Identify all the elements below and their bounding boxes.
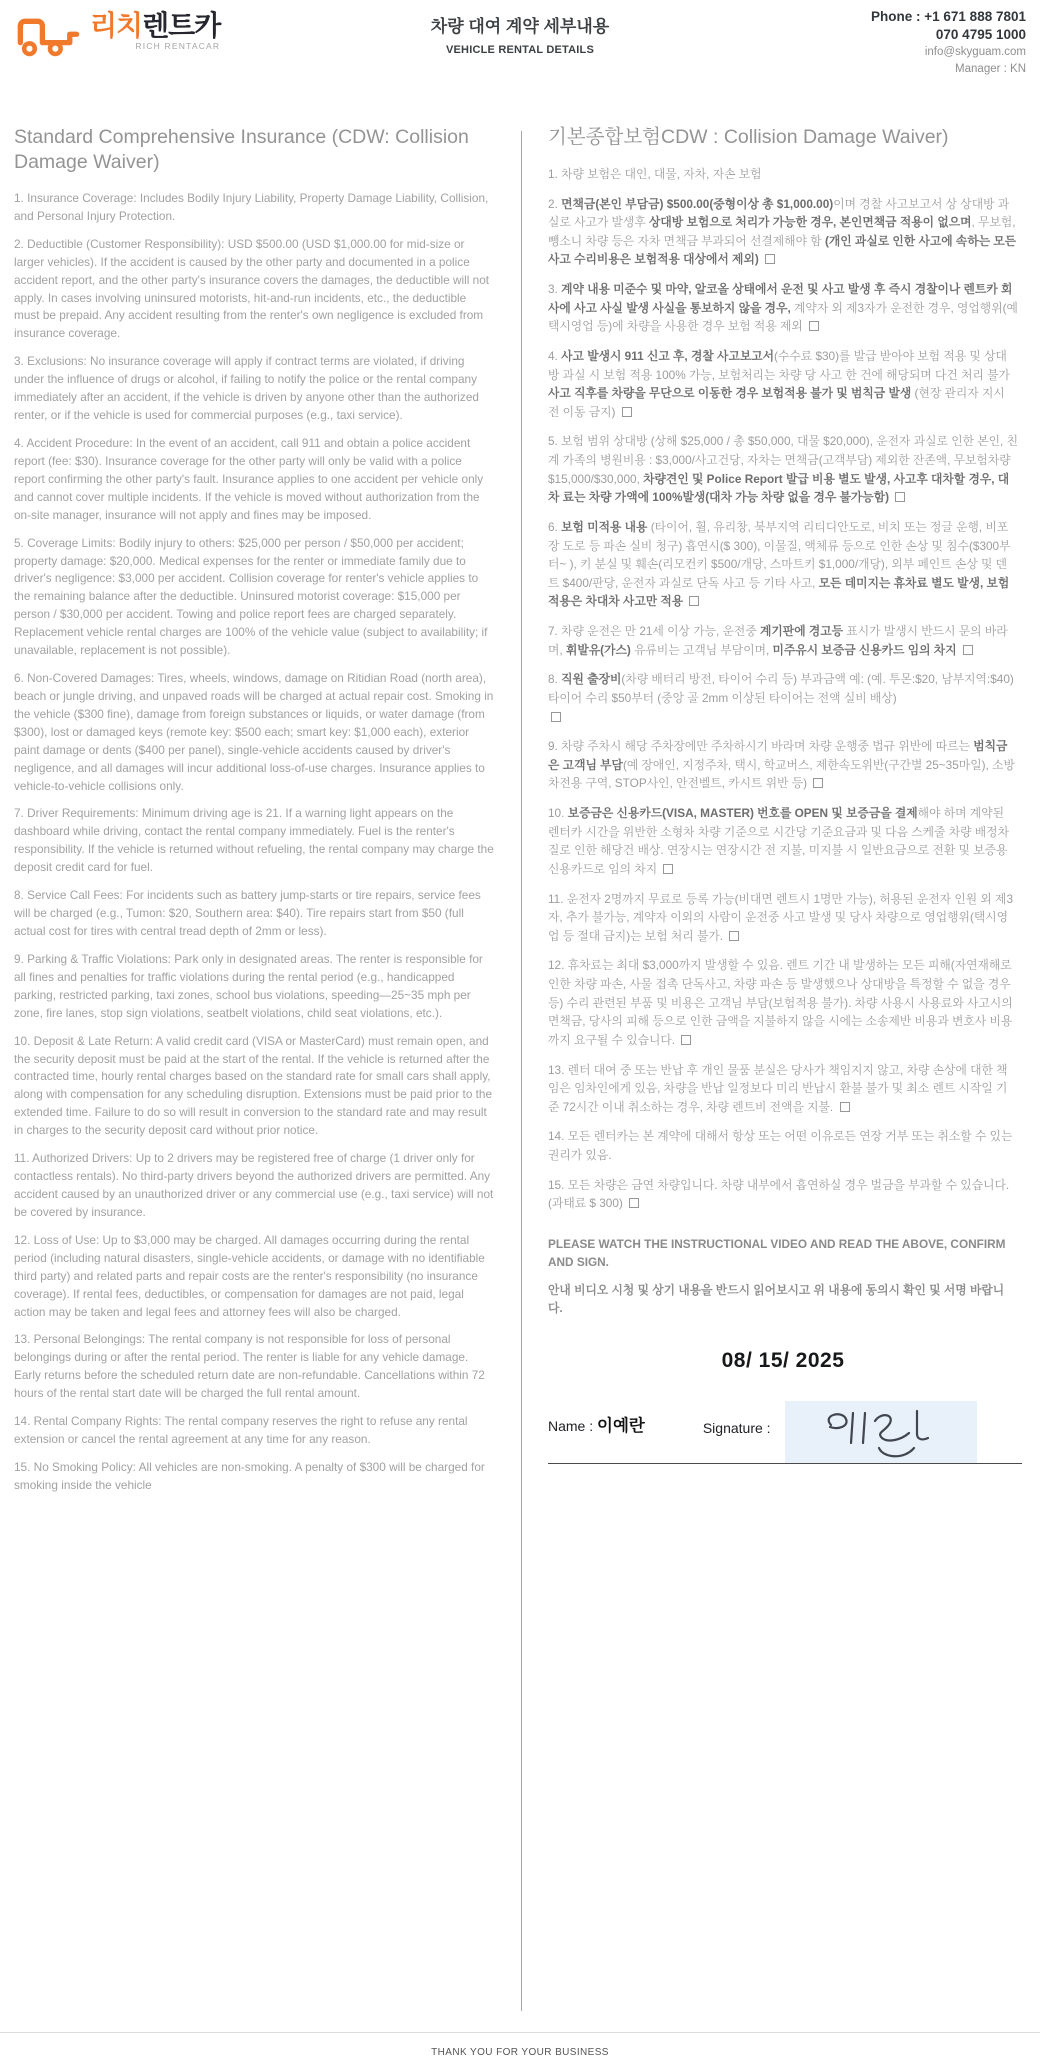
policy-paragraph-kr (548, 956, 1018, 1049)
contact-email: info@skyguam.com (924, 46, 1026, 59)
agreement-checkbox[interactable] (963, 645, 973, 655)
body-text: 11. 운전자 2명까지 무료로 등록 가능(비대면 렌트시 1명만 가능), 허용된 운전자 인원 외 제3자, 추가 불가능, 계약자 이외의 사람이 운전중 사고 발생 및 당사 차량으로 영업행위(택시영업 등 절대 금지)는 보험 처리 불가. (548, 891, 1014, 943)
footer-divider (0, 2032, 1040, 2033)
body-text: (예 장애인, 지정주차, 택시, 학교버스, 제한속도위반(구간별 25~35마일), 소방차전용 구역, STOP사인, 안전벨트, 카시트 위반 등) (548, 757, 1015, 791)
policy-paragraph-en: 4. Accident Procedure: In the event of an accident, call 911 and obtain a police accident report (fee: $30). Insurance coverage for the other party will only be valid with a police report confirming the other party's fault. Insurance applies to one accident per vehicle only and cannot cover multiple incidents. If the vehicle is moved without authorization from the on-site manager, insurance will not apply and fines may be imposed. (14, 435, 484, 522)
emphasis-text: 모든 데미지는 휴차료 별도 발생, 보험적용은 차대차 사고만 적용 (548, 575, 1010, 609)
logo-text-kr-orange: 리치 (90, 10, 143, 41)
korean-section-title: 기본종합보험CDW : Collision Damage Waiver) (548, 126, 949, 148)
agreement-checkbox[interactable] (809, 321, 819, 331)
signature-row (548, 1401, 1022, 1464)
agreement-checkbox[interactable] (663, 864, 673, 874)
emphasis-text: (개인 과실로 인한 사고에 속하는 모든 사고 수리비용은 보험적용 대상에서 제외) (548, 233, 1017, 267)
policy-paragraph-en: 14. Rental Company Rights: The rental company reserves the right to refuse any rental extension or cancel the rental agreement at any time for any reason. (14, 1414, 468, 1447)
agreement-checkbox[interactable] (622, 407, 632, 417)
name-label: Name : (548, 1418, 594, 1435)
signature-label: Signature : (702, 1420, 771, 1437)
body-text: (타이어, 휠, 유리창, 북부지역 리티디안도로, 비치 또는 정글 운행, 비포장 도로 등 파손 실비 청구) 흡연시($ 300), 이물질, 액체류 등으로 인한 손상 및 침수($300부터~ ), 키 분실 및 훼손(리모컨키 $500/개당, 스마트키 $1,000/개당), 외부 페인트 손상 및 덴트 $400/판당, 운전자 과실로 단독 사고 등 기타 사고, (548, 519, 1011, 590)
emphasis-text: 직원 출장비 (561, 672, 622, 687)
agreement-checkbox[interactable] (895, 492, 905, 502)
policy-paragraph-kr (548, 1061, 1018, 1117)
policy-paragraph-kr (548, 195, 1018, 270)
logo-text-kr-dark: 렌트카 (142, 10, 221, 41)
body-text: (차량 배터리 방전, 타이어 수리 등) 부과금액 예: (예. 투몬:$20, 남부지역:$40) 타이어 수리 $50부터 (중앙 골 2mm 이상된 타이어는 전액 실비 배상) (548, 672, 1014, 705)
body-text: 계약자 외 제3자가 운전한 경우, 영업행위(예 택시영업 등)에 차량을 사용한 경우 보험 적용 제외 (548, 300, 1018, 334)
body-text: , 무보험, 뺑소니 차량 등은 자차 면책금 부과되어 선결제해야 함 (548, 215, 1016, 248)
body-text (683, 594, 686, 608)
right-column-items (548, 165, 1018, 1213)
policy-paragraph-en: 7. Driver Requirements: Minimum driving age is 21. If a warning light appears on the dashboard while driving, contact the rental company immediately. Fuel is the renter's responsibility. If the vehicle is returned without refueling, the rental company may charge the deposit credit card for fuel. (14, 806, 494, 875)
agreement-checkbox[interactable] (729, 931, 739, 941)
body-text: 14. 모든 렌터카는 본 계약에 대해서 항상 또는 어떤 이유로든 연장 거부 또는 취소할 수 있는 권리가 있음. (548, 1129, 1013, 1163)
footer-thank-you: THANK YOU FOR YOUR BUSINESS (431, 2047, 609, 2058)
contact-phone-1: Phone : +1 671 888 7801 (871, 9, 1026, 24)
contact-manager: Manager : KN (955, 63, 1026, 76)
left-column-items (14, 190, 494, 1495)
policy-paragraph-en: 11. Authorized Drivers: Up to 2 drivers may be registered free of charge (1 driver only for contactless rentals). No third-party drivers beyond the authorized drivers are permitted. Any accident caused by an unauthorized driver or any commercial use (e.g., taxi service) will not be covered by insurance. (14, 1151, 494, 1219)
policy-paragraph-en: 1. Insurance Coverage: Includes Bodily Injury Liability, Property Damage Liability, Collision, and Personal Injury Protection. (14, 190, 489, 223)
policy-paragraph-kr (548, 622, 1018, 659)
content (0, 78, 1040, 2011)
page-title-kr: 차량 대여 계약 세부내용 (430, 17, 610, 36)
contact-block (871, 8, 1026, 78)
policy-paragraph-en: 13. Personal Belongings: The rental company is not responsible for loss of personal belongings during or after the rental period. The renter is liable for any vehicle damage. Early returns before the scheduled return date are non-refundable. Cancellations within 72 hours of the rental start date will be charged the full rental amount. (14, 1332, 485, 1401)
english-section-title: Standard Comprehensive Insurance (CDW: Collision Damage Waiver) (14, 126, 469, 173)
policy-paragraph-en: 6. Non-Covered Damages: Tires, wheels, windows, damage on Ritidian Road (north area), beach or jungle driving, and unpaved roads will be charged at actual repair cost. Smoking in the vehicle ($300 fine), damage from foreign substances or liquids, or water damage (from $300), lost or damaged keys (remote key: $500 each; smart key: $1,000 each), exterior paint damage or dents ($400 per panel), single-vehicle accidents caused by driver's negligence, and all damages will incur additional loss-of-use charges. Insurance applies to vehicle-to-vehicle collisions only. (14, 671, 494, 793)
body-text: 유류비는 고객님 부담이며, (630, 642, 773, 657)
body-text: 6. (548, 519, 562, 534)
body-text (957, 643, 960, 657)
body-text: (현장 관리자 지시 전 이동 금지) (548, 386, 1005, 419)
korean-terms-column (548, 125, 1018, 1464)
agreement-checkbox[interactable] (765, 254, 775, 264)
policy-paragraph-kr (548, 280, 1018, 336)
emphasis-text: 계약 내용 미준수 및 마약, 알코올 상태에서 운전 및 사고 발생 후 즉시 경찰이나 렌트카 회사에 사고 사실 발생 사실을 통보하지 않을 경우, (548, 282, 1013, 315)
contact-phone-2: 070 4795 1000 (935, 27, 1026, 43)
page-title-en: VEHICLE RENTAL DETAILS (445, 44, 595, 56)
body-text: 해야 하며 계약된 렌터카 시간을 위반한 소형차 차량 기준으로 시간당 기준요금과 및 다음 스케줄 차량 배정차질로 인한 해당건 배상. 연장시는 연장시간 전 지불, 미지불 시 일반요금으로 전환 및 보증용 신용카드로 임의 차지 (548, 806, 1009, 876)
policy-paragraph-kr (548, 1127, 1018, 1164)
signature-scribble (785, 1401, 977, 1463)
policy-paragraph-en: 10. Deposit & Late Return: A valid credit card (VISA or MasterCard) must remain open, and the security deposit must be paid at the start of the rental. If the vehicle is returned after the contracted time, hourly rental charges based on the standard rate for small cars shall apply, along with compensation for any scheduling disruption. Extensions must be paid prior to the extended time. Failure to do so will result in conversion to the standard rate and may result in charges to the security deposit card without prior notice. (14, 1033, 493, 1138)
body-text: 15. 모든 차량은 금연 차량입니다. 차량 내부에서 흡연하실 경우 벌금을 부과할 수 있습니다. (과태료 $ 300) (548, 1177, 1010, 1211)
policy-paragraph-en: 15. No Smoking Policy: All vehicles are non-smoking. A penalty of $300 will be charged for smoking inside the vehicle (14, 1459, 485, 1492)
name-value: 이예란 (597, 1417, 645, 1436)
policy-paragraph-en: 9. Parking & Traffic Violations: Park only in designated areas. The renter is responsible for all fines and penalties for traffic violations during the rental period (e.g., handicapped parking, restricted parking, taxi zones, school bus violations, speeding—25~35 mph per zone, fire lanes, stop sign violations, seatbelt violations, child seat violations, etc.). (14, 951, 483, 1020)
body-text: 10. (548, 806, 568, 821)
emphasis-text: 계기판에 경고등 (760, 624, 844, 639)
body-text: 4. (548, 348, 562, 363)
policy-paragraph-en: 3. Exclusions: No insurance coverage will apply if contract terms are violated, if driving under the influence of drugs or alcohol, if failing to notify the police or the rental company immediately after an accident, if the vehicle is driven by anyone other than the authorized renter, or if the vehicle is used for commercial purposes (e.g., taxi service). (14, 354, 479, 423)
policy-paragraph-kr (548, 518, 1018, 611)
logo-subtitle: RICH RENTACAR (135, 41, 221, 51)
policy-paragraph-kr (548, 737, 1018, 793)
body-text (889, 490, 892, 504)
body-text: (수수료 $30)를 발급 받아야 보험 적용 및 상대방 과실 시 보험 적용 100% 가능, 보험처리는 차량 당 사고 한 건에 해당되며 다건 처리 불가 (548, 348, 1010, 382)
body-text: 이며 경찰 사고보고서 상 상대방 과실로 사고가 발생후 (548, 196, 1010, 230)
policy-paragraph-kr (548, 804, 1018, 879)
agreement-checkbox[interactable] (840, 1102, 850, 1112)
emphasis-text: 보증금은 신용카드(VISA, MASTER) 번호를 OPEN 및 보증금을 결제 (567, 806, 918, 821)
agreement-checkbox[interactable] (629, 1198, 639, 1208)
policy-paragraph-kr (548, 890, 1018, 946)
policy-paragraph-en: 12. Loss of Use: Up to $3,000 may be charged. All damages occurring during the rental period (including natural disasters, single-vehicle accidents, or damage with no identifiable third party) and related parts and repair costs are the renter's responsibility (no insurance coverage). If rental fees, deductibles, or compensation for damages are not paid, legal action may be taken and legal fees and attorney fees will also be charged. (14, 1232, 485, 1319)
agreement-checkbox[interactable] (689, 596, 699, 606)
policy-paragraph-kr (548, 1176, 1018, 1213)
body-text: 5. 보험 범위 상대방 (상해 $25,000 / 총 $50,000, 대물 $20,000), 운전자 과실로 인한 본인, 친계 가족의 병원비용 : $3,000/사고건당, 자차는 면책금(고객부담) 제외한 잔존액, 무보험차량 $15,000/$30,000, (548, 434, 1019, 486)
emphasis-text: 보험 미적용 내용 (561, 519, 648, 534)
agreement-checkbox[interactable] (813, 778, 823, 788)
policy-paragraph-en: 5. Coverage Limits: Bodily injury to others: $25,000 per person / $50,000 per accident; property damage: $20,000. Medical expenses for the renter or immediate family due to driver's negligence: $3,000 per accident. Collision coverage for renter's vehicle applies to the remaining balance after the deductible. Uninsured motorist coverage: $15,000 per person / $30,000 per accident. Towing and police report fees are charged separately. Replacement vehicle rental charges are 100% of the vehicle value (subject to availability; if unavailable, replacement is not possible). (14, 535, 488, 658)
policy-paragraph-en: 2. Deductible (Customer Responsibility): USD $500.00 (USD $1,000.00 for mid-size or larger vehicles). If the accident is caused by the other party and documented in a police accident report, and the other party's insurance covers the damages, the deductible will not apply. In cases involving uninsured motorists, hit-and-run incidents, etc., the deductible must be prepaid. Any accident resulting from the renter's own negligence is excluded from insurance coverage. (14, 236, 490, 341)
contract-date: 08/ 15/ 2025 (721, 1349, 845, 1373)
body-text: 3. (548, 282, 562, 297)
emphasis-text: 휘발유(가스) (565, 642, 631, 657)
name-field (548, 1412, 645, 1463)
signature-box[interactable] (785, 1401, 977, 1463)
policy-paragraph-kr (548, 165, 1018, 184)
body-text: 12. 휴차료는 최대 $3,000까지 발생할 수 있음. 렌트 기간 내 발생하는 모든 피해(자연재해로 인한 차량 파손, 사물 접촉 단독사고, 차량 파손 등 발생했으나 상대방을 특정할 수 없을 경우 등) 수리 관련된 부품 및 비용은 고객님 부담(보험적용 불가). 차량 사용시 사용료와 사고시의 면책금, 당사의 피해 등으로 인한 금액을 지불하지 않을 시에는 소송제반 비용과 변호사 비용까지 요구될 수 있습니다. (548, 958, 1013, 1047)
agreement-checkbox[interactable] (681, 1035, 691, 1045)
agreement-checkbox[interactable] (551, 712, 561, 722)
emphasis-text: 사고 발생시 911 신고 후, 경찰 사고보고서 (561, 348, 775, 363)
column-divider (521, 131, 522, 2011)
emphasis-text: 면책금(본인 부담금) $500.00(중형이상 총 $1,000.00) (561, 196, 834, 211)
header (0, 0, 1040, 78)
body-text: 1. 차량 보험은 대인, 대물, 자차, 자손 보험 (548, 166, 762, 181)
emphasis-text: 상대방 보험으로 처리가 가능한 경우, 본인면책금 적용이 없으며 (649, 215, 972, 230)
body-text: 13. 렌터 대여 중 또는 반납 후 개인 물품 분실은 당사가 책임지지 않고, 차량 손상에 대한 책임은 임차인에게 있음, 차량을 반납 일정보다 미리 반납시 환불 불가 및 최소 렌트 시작일 기준 72시간 이내 취소하는 경우, 차량 렌트비 전액을 지불. (548, 1062, 1008, 1114)
body-text: 2. (548, 196, 562, 211)
body-text: 8. (548, 672, 562, 687)
policy-paragraph-kr (548, 432, 1018, 507)
policy-paragraph-kr (548, 347, 1018, 422)
body-text: 7. 차량 운전은 만 21세 이상 가능, 운전중 (548, 624, 761, 639)
emphasis-text: 범칙금은 고객님 부담 (548, 739, 1008, 772)
confirm-instruction-en: PLEASE WATCH THE INSTRUCTIONAL VIDEO AND READ THE ABOVE, CONFIRM AND SIGN. (548, 1236, 1006, 1270)
confirm-instruction-kr: 안내 비디오 시청 및 상기 내용을 반드시 읽어보시고 위 내용에 동의시 확인 및 서명 바랍니다. (548, 1282, 1005, 1315)
body-text: 표시가 발생시 반드시 문의 바라며, (548, 624, 1008, 657)
body-text (759, 252, 762, 266)
policy-paragraph-en: 8. Service Call Fees: For incidents such as battery jump-starts or tire repairs, service fees will be charged (e.g., Tumon: $20, Southern area: $40). Tire repairs start from $50 (full actual cost for tires with central tread depth of 2mm or less). (14, 888, 481, 939)
emphasis-text: 차량견인 및 Police Report 발급 비용 별도 발생, 사고후 대차할 경우, 대차 료는 차량 가액에 100%발생(대차 가능 차량 없을 경우 불가능함) (548, 471, 1010, 505)
policy-paragraph-kr (548, 670, 1018, 726)
emphasis-text: 미주유시 보증금 신용카드 임의 차지 (772, 642, 957, 657)
emphasis-text: 사고 직후를 차량을 무단으로 이동한 경우 보험적용 불가 및 범칙금 발생 (548, 386, 912, 401)
body-text: 9. 차량 주차시 해당 주차장에만 주차하시기 바라며 차량 운행중 법규 위반에 따르는 (548, 739, 974, 754)
english-terms-column (14, 125, 494, 1505)
